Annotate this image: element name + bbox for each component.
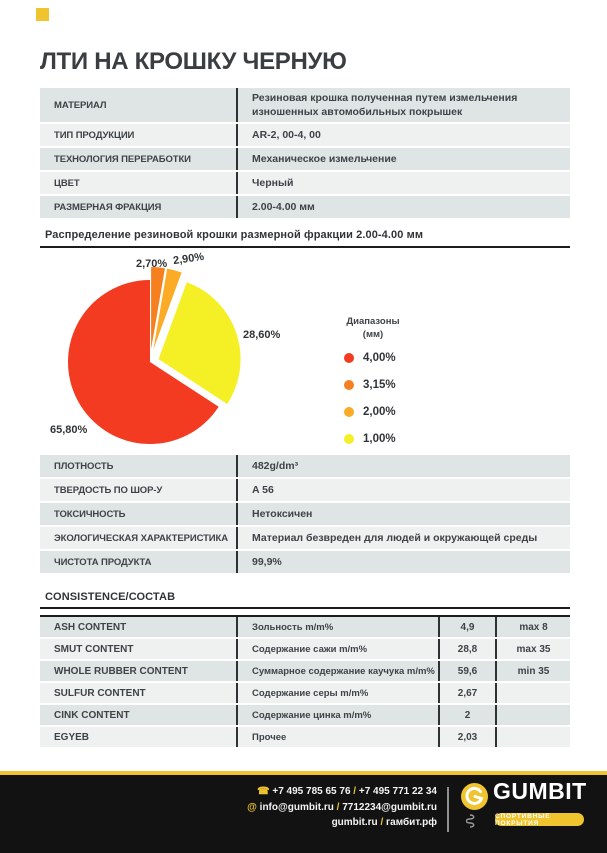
row-label: ТВЕРДОСТЬ ПО ШОР-У (54, 484, 163, 496)
row-value: Материал безвреден для людей и окружающей среды (236, 527, 570, 549)
phone-number: +7 495 771 22 34 (358, 786, 437, 797)
row-label: ЭКОЛОГИЧЕСКАЯ ХАРАКТЕРИСТИКА (54, 532, 228, 544)
at-icon: @ (247, 801, 257, 813)
heading-rule (40, 607, 570, 609)
spring-icon (466, 814, 476, 828)
cell-value: 59,6 (438, 661, 495, 681)
page-title: ЛТИ НА КРОШКУ ЧЕРНУЮ (40, 48, 347, 75)
pie-chart (40, 252, 340, 452)
separator: / (380, 817, 384, 828)
chart-legend (330, 316, 416, 445)
legend-label: 4,00% (363, 351, 396, 364)
table-row (40, 172, 570, 194)
phone-icon: ☎ (257, 786, 273, 797)
row-label: ЦВЕТ (54, 177, 80, 189)
legend-title-line1: Диапазоны (346, 316, 400, 327)
heading-rule (40, 246, 570, 248)
row-value: 2.00-4.00 мм (236, 196, 570, 218)
cell-value: 2 (438, 705, 495, 725)
cell-limit (495, 727, 570, 747)
legend-dot-icon (344, 353, 354, 363)
legend-item (344, 406, 396, 418)
separator: / (353, 786, 357, 797)
legend-label: 1,00% (363, 432, 396, 445)
footer-emails-line (150, 800, 437, 816)
footer-sites-line (150, 815, 437, 831)
legend-item (344, 433, 396, 445)
table-row (40, 527, 570, 549)
brand-corner-square (36, 8, 49, 21)
cell-value: 4,9 (438, 617, 495, 637)
table-row (40, 479, 570, 501)
cell-ru: Зольность m/m% (236, 617, 438, 637)
row-value: Нетоксичен (236, 503, 570, 525)
legend-label: 2,00% (363, 405, 396, 418)
table-row (40, 683, 570, 703)
cell-limit: max 8 (495, 617, 570, 637)
row-label: МАТЕРИАЛ (54, 99, 107, 111)
legend-label: 3,15% (363, 378, 396, 391)
row-value: Механическое измельчение (236, 148, 570, 170)
cell-en: SMUT CONTENT (54, 643, 134, 655)
table-row (40, 727, 570, 747)
properties-table (40, 455, 570, 575)
pie-slice-label: 28,60% (243, 329, 281, 341)
cell-en: EGYEB (54, 731, 90, 743)
table-row (40, 705, 570, 725)
row-label: РАЗМЕРНАЯ ФРАКЦИЯ (54, 201, 162, 213)
spec-table (40, 88, 570, 220)
cell-limit (495, 705, 570, 725)
legend-title-line2: (мм) (362, 328, 384, 340)
cell-limit (495, 683, 570, 703)
legend-dot-icon (344, 380, 354, 390)
legend-dot-icon (344, 407, 354, 417)
legend-dot-icon (344, 434, 354, 444)
table-row (40, 124, 570, 146)
table-row (40, 503, 570, 525)
row-value: Черный (236, 172, 570, 194)
row-value: Резиновая крошка полученная путем измельчения изношенных автомобильных покрышек (236, 88, 570, 122)
email: info@gumbit.ru (259, 801, 334, 813)
brand-wordmark: GUMBIT (493, 778, 587, 804)
footer (0, 775, 607, 853)
row-value: AR-2, 00-4, 00 (236, 124, 570, 146)
cell-ru: Суммарное содержание каучука m/m% (236, 661, 438, 681)
row-label: ТОКСИЧНОСТЬ (54, 508, 126, 520)
chart-title: Распределение резиновой крошки размерной фракции 2.00-4.00 мм (45, 229, 424, 241)
cell-ru: Содержание цинка m/m% (236, 705, 438, 725)
brand-tagline: СПОРТИВНЫЕ ПОКРЫТИЯ (495, 813, 584, 826)
footer-divider (447, 787, 449, 832)
cell-value: 2,03 (438, 727, 495, 747)
legend-title (330, 316, 416, 342)
cell-value: 2,67 (438, 683, 495, 703)
table-row (40, 88, 570, 122)
table-row (40, 617, 570, 637)
pie-slice-label: 65,80% (50, 424, 88, 436)
composition-heading: CONSISTENCE/СОСТАВ (45, 591, 176, 603)
legend-item (344, 379, 396, 391)
row-value: 482g/dm³ (236, 455, 570, 477)
cell-ru: Содержание сажи m/m% (236, 639, 438, 659)
row-label: ПЛОТНОСТЬ (54, 460, 114, 472)
cell-limit: max 35 (495, 639, 570, 659)
website: гамбит.рф (386, 817, 437, 828)
table-row (40, 639, 570, 659)
cell-value: 28,8 (438, 639, 495, 659)
pie-slice-label: 2,70% (136, 258, 168, 270)
table-row (40, 148, 570, 170)
row-value: 99,9% (236, 551, 570, 573)
table-row (40, 455, 570, 477)
gumbit-logo-icon (461, 783, 488, 810)
composition-table (40, 615, 570, 749)
legend-items (330, 352, 416, 445)
footer-contacts (150, 784, 437, 831)
cell-en: WHOLE RUBBER CONTENT (54, 665, 188, 677)
cell-ru: Прочее (236, 727, 438, 747)
cell-en: ASH CONTENT (54, 621, 127, 633)
cell-ru: Содержание серы m/m% (236, 683, 438, 703)
legend-item (344, 352, 396, 364)
email: 7712234@gumbit.ru (342, 801, 437, 813)
table-row (40, 661, 570, 681)
row-label: ТИП ПРОДУКЦИИ (54, 129, 135, 141)
logo-swirl-icon (461, 783, 488, 810)
website: gumbit.ru (331, 817, 378, 828)
table-row (40, 551, 570, 573)
row-value: A 56 (236, 479, 570, 501)
row-label: ЧИСТОТА ПРОДУКТА (54, 556, 152, 568)
pie-slice-label: 2,90% (172, 250, 205, 268)
phone-number: +7 495 785 65 76 (272, 786, 351, 797)
separator: / (336, 801, 340, 813)
footer-phones-line (150, 784, 437, 800)
table-row (40, 196, 570, 218)
cell-en: CINK CONTENT (54, 709, 130, 721)
cell-limit: min 35 (495, 661, 570, 681)
row-label: ТЕХНОЛОГИЯ ПЕРЕРАБОТКИ (54, 153, 191, 165)
cell-en: SULFUR CONTENT (54, 687, 146, 699)
